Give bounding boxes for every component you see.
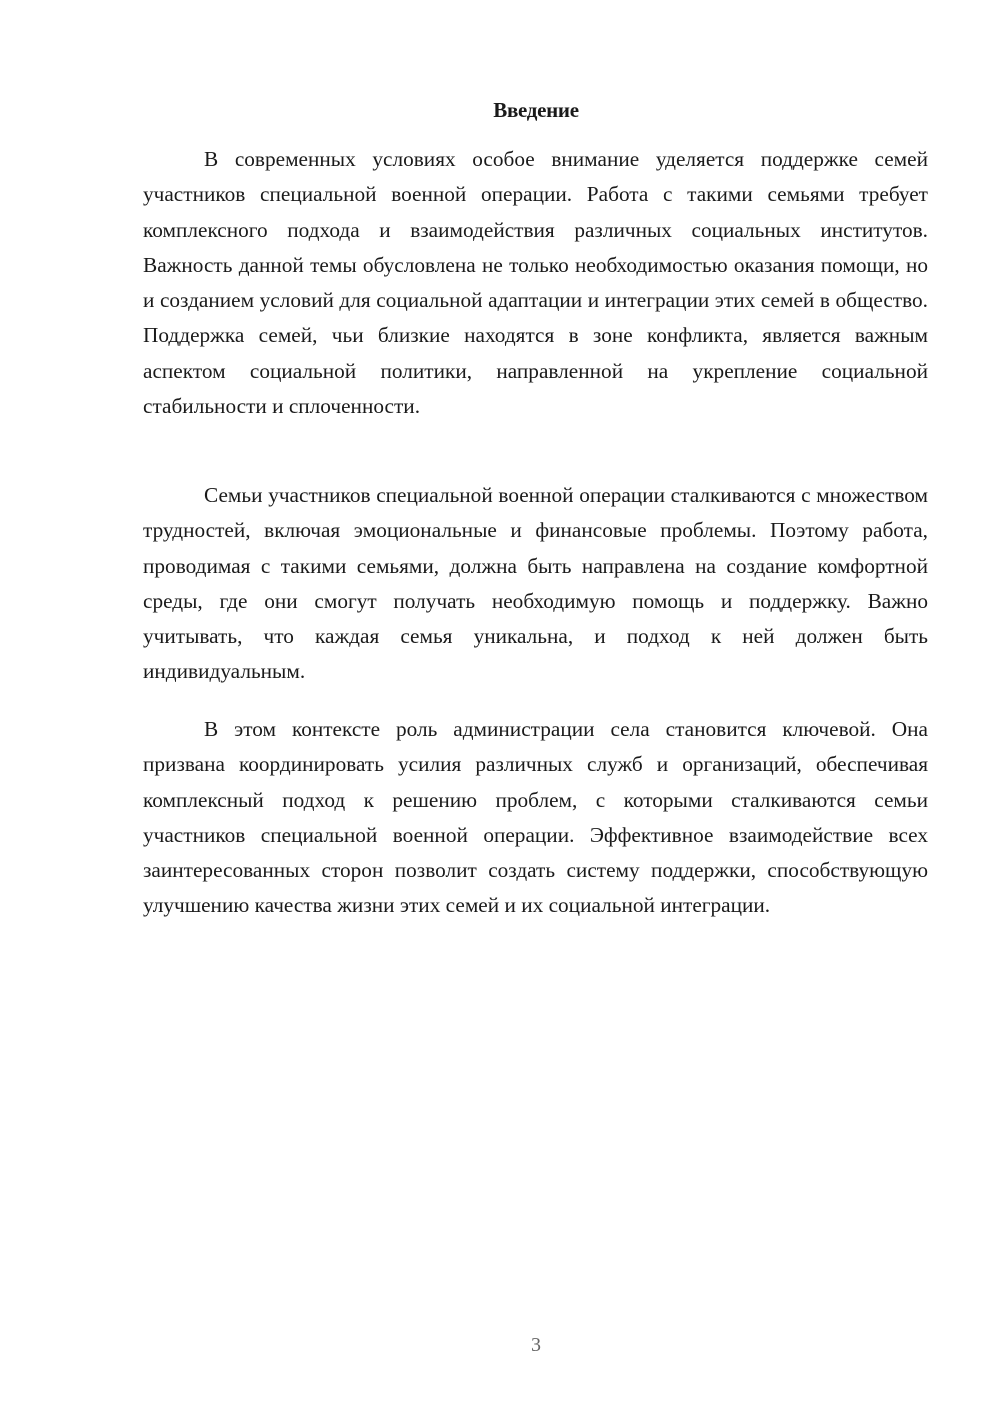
page-number: 3 (531, 1334, 541, 1356)
paragraph-3: В этом контексте роль администрации села становится ключевой. Она призвана координировать усилия различных служб и организаций, обеспечивая комплексный подход к решению проблем, с которыми сталкиваются семьи участников специальной военной операции. Эффективное взаимодействие всех заинтересованных сторон позволит создать систему поддержки, способствующую улучшению качества жизни этих семей и их социальной интеграции. (143, 717, 928, 918)
section-title: Введение (493, 98, 579, 122)
paragraph-1: В современных условиях особое внимание уделяется поддержке семей участников специальной военной операции. Работа с такими семьями требует комплексного подхода и взаимодействия различных социальных институтов. Важность данной темы обусловлена не только необходимостью оказания помощи, но и созданием условий для социальной адаптации и интеграции этих семей в общество. Поддержка семей, чьи близкие находятся в зоне конфликта, является важным аспектом социальной политики, направленной на укрепление социальной стабильности и сплоченности. (143, 147, 928, 419)
paragraph-2: Семьи участников специальной военной операции сталкиваются с множеством трудностей, включая эмоциональные и финансовые проблемы. Поэтому работа, проводимая с такими семьями, должна быть направлена на создание комфортной среды, где они смогут получать необходимую помощь и поддержку. Важно учитывать, что каждая семья уникальна, и подход к ней должен быть индивидуальным. (143, 483, 928, 684)
